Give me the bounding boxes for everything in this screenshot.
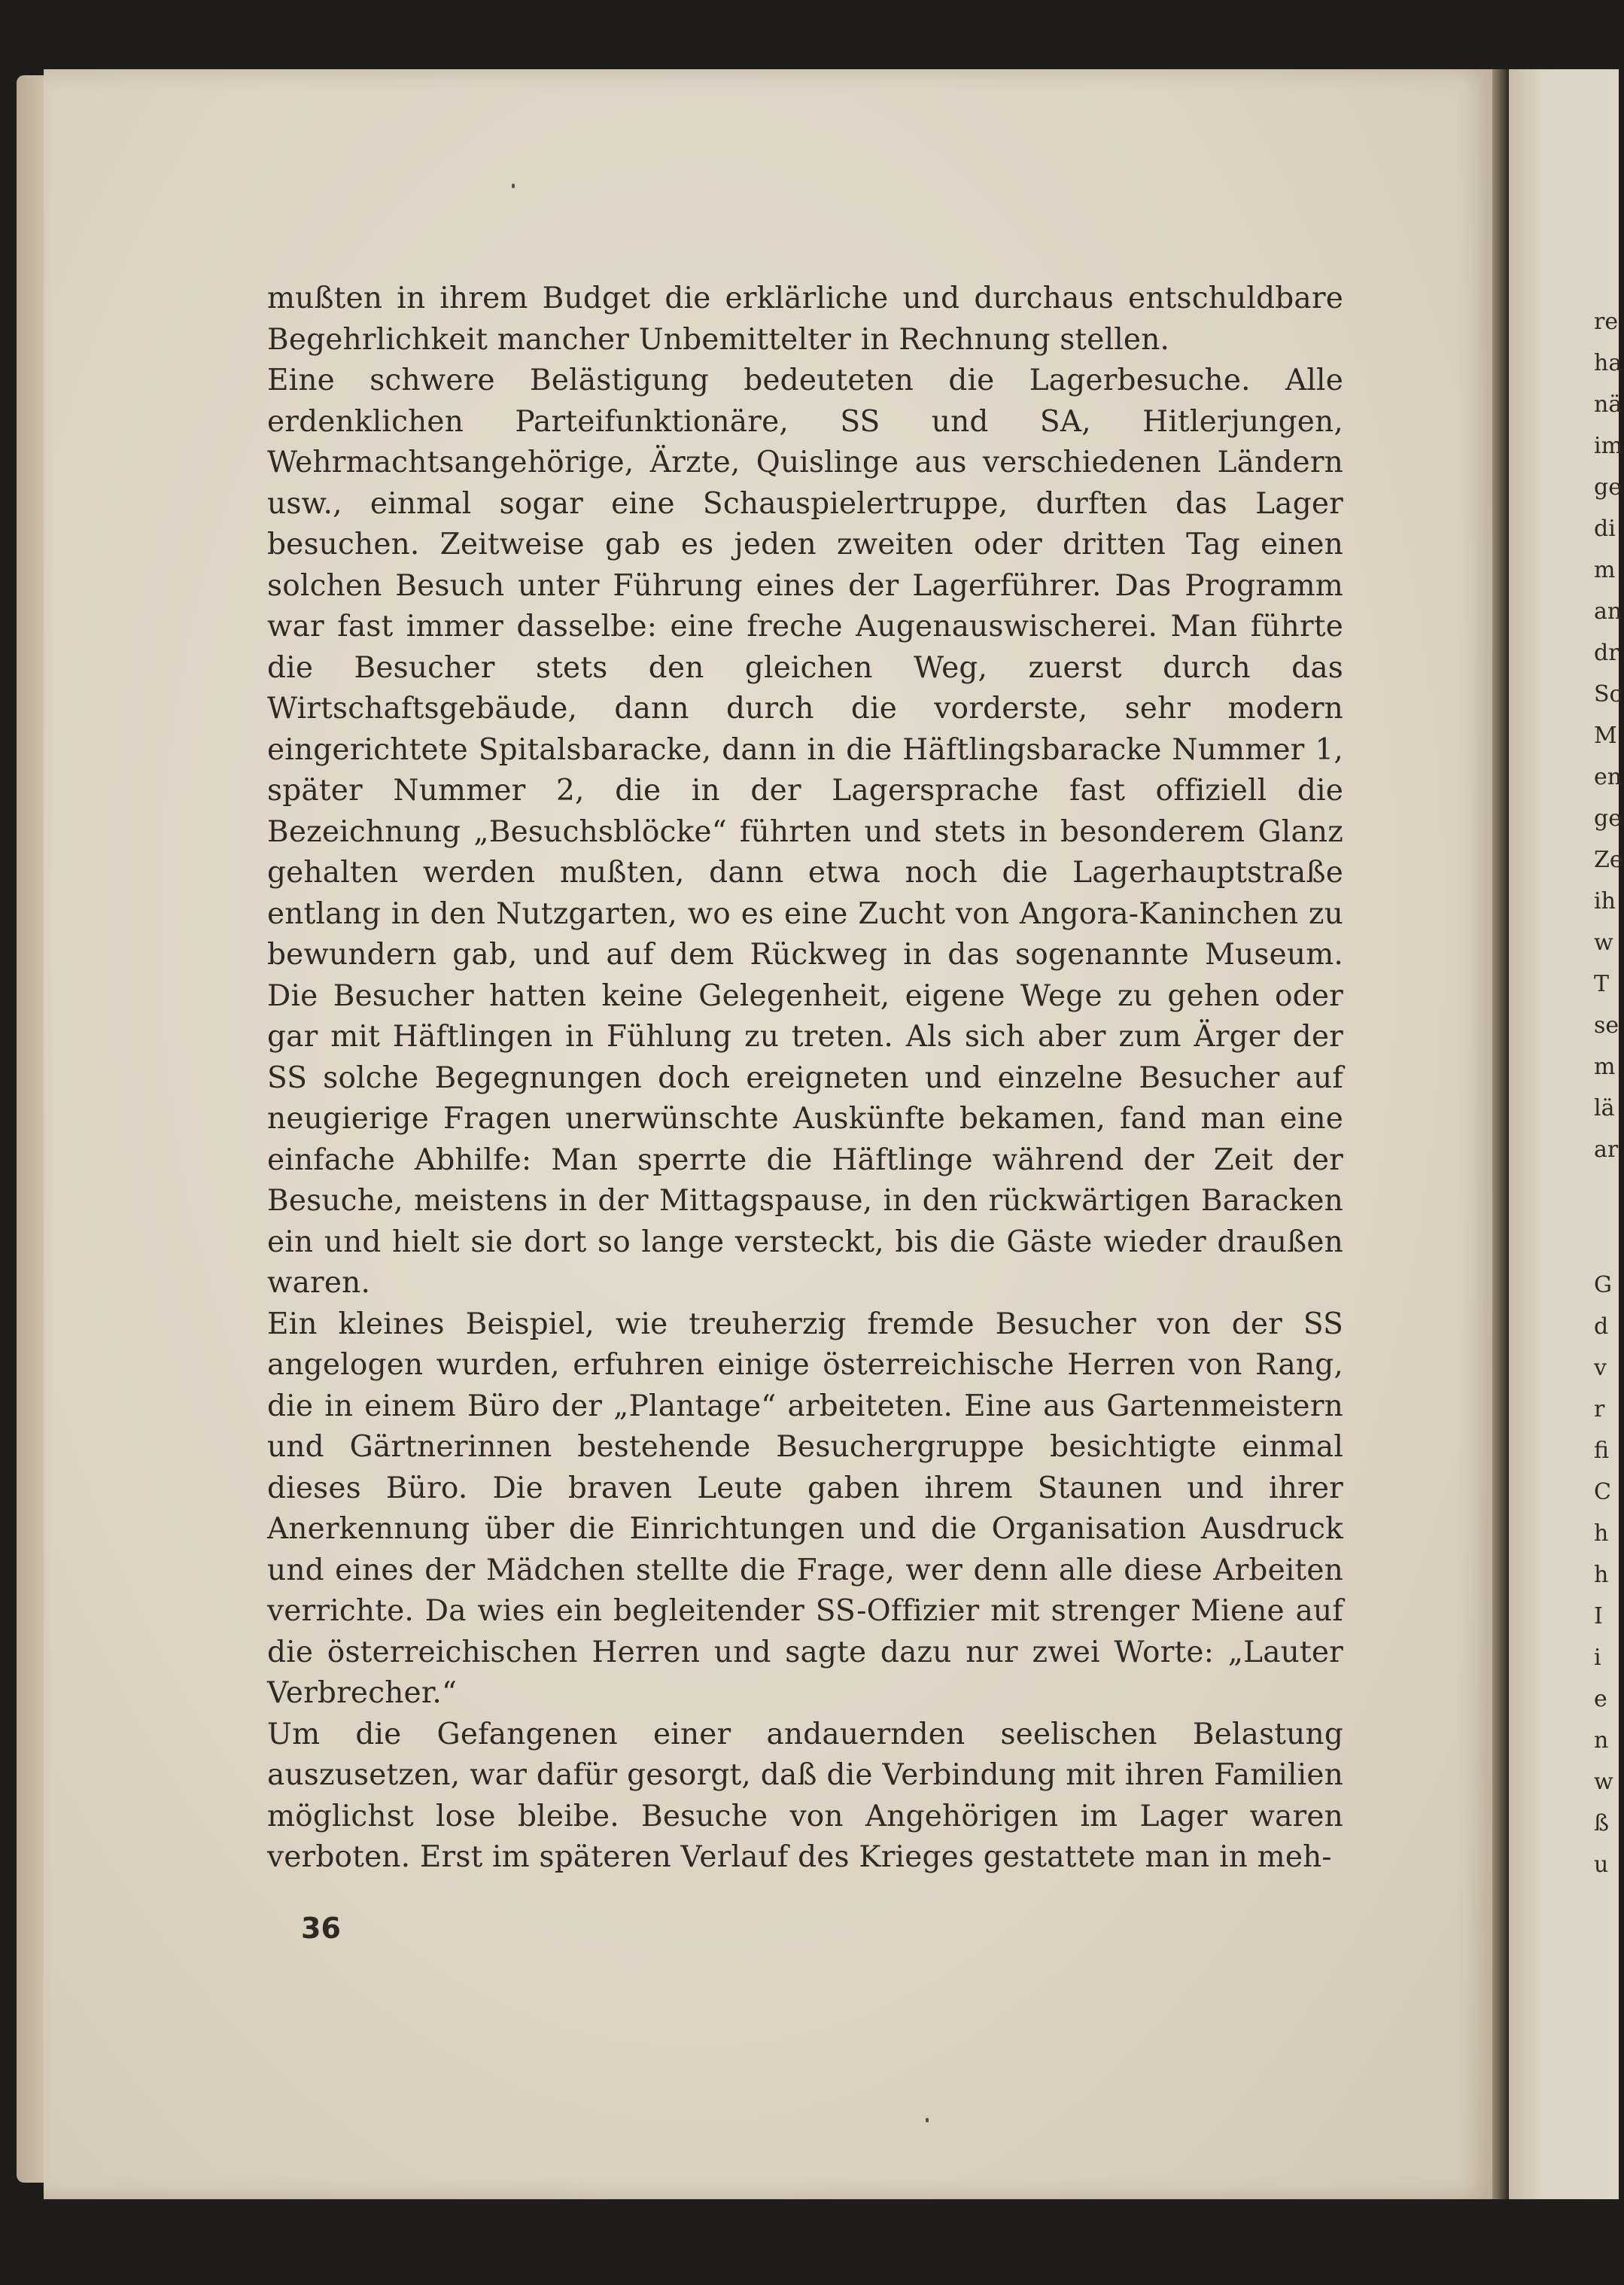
facing-page-line-fragment: nä <box>1594 391 1622 418</box>
facing-page-line-fragment: i <box>1594 1645 1601 1671</box>
facing-page-line-fragment: di <box>1594 516 1616 542</box>
facing-page-line-fragment: ge <box>1594 474 1622 501</box>
facing-page-line-fragment: v <box>1594 1355 1607 1381</box>
facing-page-line-fragment: h <box>1594 1520 1609 1547</box>
ink-speck <box>926 2118 929 2122</box>
facing-page-line-fragment: lä <box>1594 1095 1615 1121</box>
facing-page-line-fragment: C <box>1594 1479 1611 1505</box>
facing-page-line-fragment: ß <box>1594 1810 1610 1836</box>
page-body-text <box>267 278 1343 1879</box>
facing-page-line-fragment: fi <box>1594 1438 1610 1464</box>
facing-page-line-fragment: w <box>1594 930 1613 956</box>
facing-page-line-fragment: h <box>1594 1562 1609 1588</box>
paragraph: Um die Gefangenen einer andauernden seelischen Belastung auszusetzen, war dafür gesorgt, daß die Verbindung mit ihren Familien möglichst lose bleibe. Besuche von Angehörigen im Lager waren verboten. Erst im späteren Verlauf des Krieges gestattete man in meh- <box>267 1717 1343 1874</box>
facing-page-line-fragment: r <box>1594 1396 1605 1422</box>
facing-page-line-fragment: se <box>1594 1012 1619 1039</box>
facing-page-line-fragment: Sc <box>1594 681 1622 707</box>
facing-page-line-fragment: ar <box>1594 1136 1619 1163</box>
facing-page-line-fragment: re <box>1594 309 1619 335</box>
book-gutter <box>1492 69 1509 2199</box>
facing-page-line-fragment: en <box>1594 764 1622 790</box>
facing-page-line-fragment: an <box>1594 598 1622 625</box>
facing-page-line-fragment: dr <box>1594 640 1619 666</box>
facing-page-line-fragment: d <box>1594 1313 1609 1340</box>
facing-page-line-fragment: ge <box>1594 805 1622 832</box>
facing-page-line-fragment: ha <box>1594 350 1622 376</box>
paragraph: mußten in ihrem Budget die erklärliche und durchaus entschuldbare Begehrlichkeit mancher Unbemittelter in Rechnung stellen. <box>267 281 1343 357</box>
page-number: 36 <box>301 1912 341 1945</box>
facing-page-line-fragment: u <box>1594 1851 1609 1878</box>
facing-page-line-fragment: Ze <box>1594 847 1623 873</box>
ink-speck <box>512 184 515 188</box>
facing-page-line-fragment: n <box>1594 1727 1609 1754</box>
facing-page-line-fragment: T <box>1594 971 1610 997</box>
facing-page-line-fragment: I <box>1594 1603 1603 1629</box>
facing-page <box>1509 69 1619 2199</box>
paragraph: Ein kleines Beispiel, wie treuherzig fremde Besucher von der SS angelogen wurden, erfuhren einige österreichische Herren von Rang, die in einem Büro der „Plantage“ arbeiteten. Eine aus Gartenmeistern und Gärtnerinnen bestehende Besuchergruppe besichtigte einmal dieses Büro. Die braven Leute gaben ihrem Staunen und ihrer Anerkennung über die Einrichtungen und die Organisation Ausdruck und eines der Mädchen stellte die Frage, wer denn alle diese Arbeiten verrichte. Da wies ein begleitender SS-Offizier mit strenger Miene auf die österreichischen Herren und sagte dazu nur zwei Worte: „Lauter Verbrecher.“ <box>267 1307 1343 1710</box>
facing-page-line-fragment: ih <box>1594 888 1616 914</box>
facing-page-line-fragment: m <box>1594 557 1616 583</box>
facing-page-line-fragment: w <box>1594 1769 1613 1795</box>
facing-page-line-fragment: M <box>1594 723 1617 749</box>
facing-page-line-fragment: im <box>1594 433 1623 459</box>
facing-page-line-fragment: G <box>1594 1272 1612 1298</box>
facing-page-line-fragment: e <box>1594 1686 1607 1712</box>
facing-page-line-fragment: m <box>1594 1054 1616 1080</box>
paragraph: Eine schwere Belästigung bedeuteten die Lagerbesuche. Alle erdenklichen Parteifunktionäre, SS und SA, Hitlerjungen, Wehrmachtsangehörige, Ärzte, Quislinge aus verschiedenen Ländern usw., einmal sogar eine Schauspielertruppe, durften das Lager besuchen. Zeitweise gab es jeden zweiten oder dritten Tag einen solchen Besuch unter Führung eines der Lagerführer. Das Programm war fast immer dasselbe: eine freche Augenauswischerei. Man führte die Besucher stets den gleichen Weg, zuerst durch das Wirtschaftsgebäude, dann durch die vorderste, sehr modern eingerichtete Spitalsbaracke, dann in die Häftlingsbaracke Nummer 1, später Nummer 2, die in der Lagersprache fast offiziell die Bezeichnung „Besuchsblöcke“ führten und stets in besonderem Glanz gehalten werden mußten, dann etwa noch die Lagerhauptstraße entlang in den Nutzgarten, wo es eine Zucht von Angora-Kaninchen zu bewundern gab, und auf dem Rückweg in das sogenannte Museum. Die Besucher hatten keine Gelegenheit, eigene Wege zu gehen oder gar mit Häftlingen in Fühlung zu treten. Als sich aber zum Ärger der SS solche Begegnungen doch ereigneten und einzelne Besucher auf neugierige Fragen unerwünschte Auskünfte bekamen, fand man eine einfache Abhilfe: Man sperrte die Häftlinge während der Zeit der Besuche, meistens in der Mittagspause, in den rückwärtigen Baracken ein und hielt sie dort so lange versteckt, bis die Gäste wieder draußen waren. <box>267 364 1343 1300</box>
